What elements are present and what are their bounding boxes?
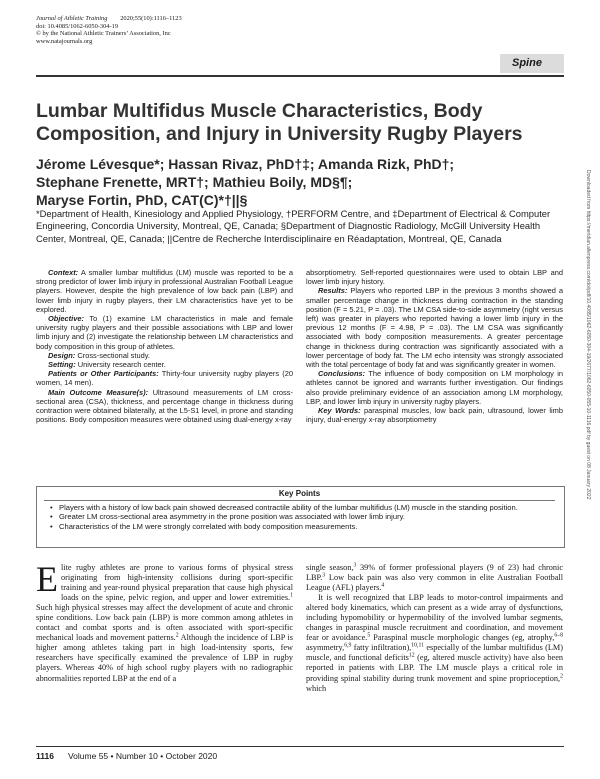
citation-ref[interactable]: 12 [408,652,415,659]
keywords-label: Key Words: [318,406,361,416]
affiliations: *Department of Health, Kinesiology and Applied Physiology, †PERFORM Centre, and ‡Department of Electrical & Computer Engineering, Concordia University, Montreal, QE, Canada; §Department of Diagnostic Radiology, McGill University Health Center, Montreal, QE, Canada; ||Centre de Recherche Interdisciplinaire en Réadaptation, Montreal, QE, Canada [36,208,551,244]
key-points-title: Key Points [278,489,321,498]
download-note-text: Downloaded from https://meridian.allenpress.com/doi/pdf/10.4085/1062-6050-304-19/2677/1062-6050-055-10-1116.pdf by guest on 08 January 2022 [585,170,591,500]
conclusions-label: Conclusions: [318,369,366,379]
setting-label: Setting: [48,360,76,370]
journal-website[interactable]: www.natajournals.org [36,37,93,45]
citation-ref[interactable]: 4 [381,582,385,589]
key-point-item [50,512,555,521]
citation-ref[interactable]: 2 [560,672,563,679]
page-footer [36,751,217,761]
abstract-right-column [306,268,563,424]
objective-label: Objective: [48,314,84,324]
keywords-text: paraspinal muscles, low back pain, ultrasound, lower limb injury, dual-energy x-ray absorptiometry [306,406,563,425]
setting-text: University research center. [77,360,166,370]
author-line-1: Jérome Lévesque*; Hassan Rivaz, PhD†‡; Amanda Rizk, PhD†; [36,156,455,172]
citation-ref[interactable]: 2 [175,632,179,639]
author-line-2: Stephane Frenette, MRT†; Mathieu Boily, MD§¶; [36,174,353,190]
bullet-icon: • [50,512,53,522]
body-text: Such high physical stresses may affect the development of acute and chronic spine conditions. Low back pain (LBP) is more common among athletes in contact and combat sports and is often associated with sport-specific mechanical loads and movement patterns. [36,603,293,643]
key-point-text: Players with a history of low back pain showed decreased contractile ability of the lumbar multifidus (LM) muscle in the standing position. [59,503,518,512]
drop-cap: E [36,559,58,599]
citation-ref[interactable]: 6,9 [344,642,352,649]
key-point-item [50,522,555,531]
body-text: asymmetry, [306,643,345,653]
citation-ref[interactable]: 3 [353,562,357,569]
measures-label: Main Outcome Measure(s): [48,387,149,397]
body-text: lite rugby athletes are prone to various forms of physical stress originating from high-intensity collisions during sport-specific training and year-round physical preparation that cause high physical loads on the spine, pelvic region, and upper and lower extremities. [61,563,293,603]
citation-ref[interactable]: 3 [322,572,326,579]
body-text: It is well recognized that LBP leads to motor-control impairments and altered body kinematics, which can present as a wide array of dysfunctions, including hypomobility or hypermobility of the involved lumbar segments, changes in paraspinal muscle recruitment and coordination, and movement fear or avoidance. [306,593,563,643]
section-label: Spine [512,57,542,69]
journal-citation: 2020;55(10):1116–1123 [120,15,182,22]
body-text: single season, [306,563,354,572]
citation-ref[interactable]: 6–8 [554,632,563,639]
journal-name: Journal of Athletic Training [36,15,108,22]
bullet-icon: • [50,503,53,512]
design-label: Design: [48,350,76,360]
footer-rule [36,746,564,747]
design-text: Cross-sectional study. [77,350,150,360]
results-label: Results: [318,286,348,296]
body-right-column [306,563,563,694]
body-text: (eg, altered muscle activity) have also been reported in patients with LBP. The LM muscle plays a critical role in providing spinal stability during trunk movement and spine proprioception, [306,653,563,683]
key-points-list [50,503,555,531]
abstract-left-column [36,268,293,424]
results-text: Players who reported LBP in the previous 3 months showed a smaller percentage change in thickness during contraction in the standing position (F = 5.21, P = .03). The LM CSA side-to-side asymmetry (right versus left) was greater in players who reported having a lower limb injury in the previous 12 months (F = 4.98, P = .03). The LM CSA was significantly associated with body composition measurements. A greater percentage change in thickness during contraction was significantly associated with a lower percentage of body fat. The LM echo intensity was strongly associated with the total percentage of body fat and was significantly greater in women. [306,286,563,370]
citation-ref[interactable]: 5 [367,632,371,639]
body-text: which [306,683,327,693]
author-list [36,155,556,209]
page-number: 1116 [36,751,54,761]
key-point-text: Characteristics of the LM were strongly correlated with body composition measurements. [59,521,358,531]
journal-info [36,15,182,45]
patients-label: Patients or Other Participants: [48,369,159,379]
conclusions-text: The influence of body composition on LM morphology in athletes cannot be ignored and warrants further investigation. Our findings also provide preliminary evidence of an association among LM morphology, LBP, and lower limb injury in university rugby players. [306,369,563,406]
body-left-column [36,559,293,684]
body-text: fatty infiltration), [351,643,412,653]
patients-text: Thirty-four university rugby players (20 women, 14 men). [36,369,293,388]
measures-text-cont: absorptiometry. Self-reported questionnaires were used to obtain LBP and lower limb injury history. [306,268,563,287]
body-text: Although the incidence of LBP is higher among athletes taking part in high load-intensity sports, few researchers have specifically examined the prevalence of LBP in rugby players. Whereas 40% of high school rugby players with no radiographic abnormalities reported LBP at the end of a [36,633,293,683]
key-point-text: Greater LM cross-sectional area asymmetry in the prone position was associated with lower limb injury. [59,512,405,522]
context-label: Context: [48,268,79,277]
bullet-icon: • [50,521,53,531]
body-text: especially of the lumbar multifidus (LM) muscle, and functional deficits [306,643,563,663]
volume-info: Volume 55 • Number 10 • October 2020 [67,751,218,761]
body-text: Paraspinal muscle morphologic changes (eg, atrophy, [370,633,555,643]
citation-ref[interactable]: 10,11 [411,642,425,649]
author-line-3: Maryse Fortin, PhD, CAT(C)*†||§ [36,192,248,208]
body-text: Low back pain was also very common in elite Australian Football League (AFL) players. [306,573,563,593]
context-text: A smaller lumbar multifidus (LM) muscle was reported to be a strong predictor of lower limb injury in professional Australian Football League players. However, despite the high prevalence of low back pain (LBP) and lower limb injury in rugby players, their LM characteristics have yet to be explored. [36,268,293,314]
journal-doi[interactable]: doi: 10.4085/1062-6050-304-19 [36,22,119,30]
objective-text: To (1) examine LM characteristics in male and female university rugby players and their possible associations with LBP and lower limb injury and (2) investigate the relationship between LM characteristics and body composition in this group of athletes. [36,314,294,351]
key-point-item [50,503,555,512]
header-rule [36,75,564,77]
journal-copyright: © by the National Athletic Trainers’ Association, Inc [36,30,171,38]
key-points-rule [44,500,555,501]
body-text: 39% of former professional players (9 of 23) had chronic LBP. [306,563,563,583]
measures-text: Ultrasound measurements of LM cross-sectional area (CSA), thickness, and percentage change in thickness during contraction were obtained bilaterally, at the L5-S1 level, in prone and standing positions. Body composition measures were obtained using dual-energy x-ray [36,387,293,425]
citation-ref[interactable]: 1 [290,592,293,599]
download-note [583,170,591,590]
article-title: Lumbar Multifidus Muscle Characteristics, Body Composition, and Injury in University Rugby Players [36,100,523,145]
